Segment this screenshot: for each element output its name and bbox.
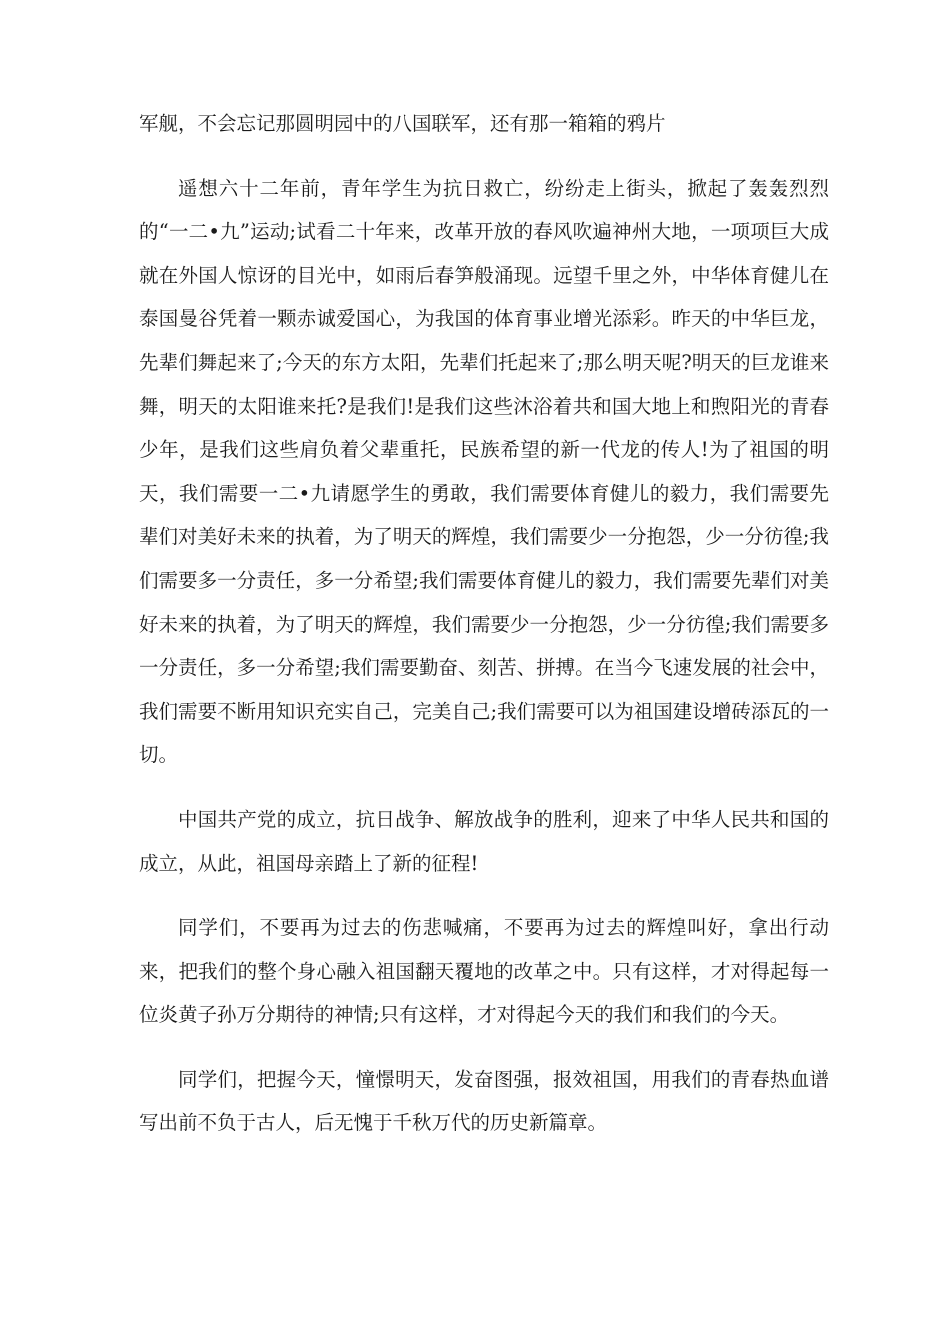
paragraph-continuation: 军舰，不会忘记那圆明园中的八国联军，还有那一箱箱的鸦片: [139, 112, 666, 135]
paragraph-conclusion: 同学们，把握今天，憧憬明天，发奋图强，报效祖国，用我们的青春热血谱写出前不负于古人，后无愧于千秋万代的历史新篇章。: [139, 1067, 829, 1135]
paragraph-call-to-action: 同学们，不要再为过去的伤悲喊痛，不要再为过去的辉煌叫好，拿出行动来，把我们的整个身心融入祖国翻天覆地的改革之中。只有这样，才对得起每一位炎黄子孙万分期待的神情;只有这样，才对得起今天的我们和我们的今天。: [139, 916, 829, 1027]
paragraph-main: 遥想六十二年前，青年学生为抗日救亡，纷纷走上街头，掀起了轰轰烈烈的“一二•九”运动;试看二十年来，改革开放的春风吹遍神州大地，一项项巨大成就在外国人惊讶的目光中，如雨后春笋般涌现。远望千里之外，中华体育健儿在泰国曼谷凭着一颗赤诚爱国心，为我国的体育事业增光添彩。昨天的中华巨龙，先辈们舞起来了;今天的东方太阳，先辈们托起来了;那么明天呢?明天的巨龙谁来舞，明天的太阳谁来托?是我们!是我们这些沐浴着共和国大地上和煦阳光的青春少年，是我们这些肩负着父辈重托，民族希望的新一代龙的传人!为了祖国的明天，我们需要一二•九请愿学生的勇敢，我们需要体育健儿的毅力，我们需要先辈们对美好未来的执着，为了明天的辉煌，我们需要少一分抱怨，少一分彷徨;我们需要多一分责任，多一分希望;我们需要体育健儿的毅力，我们需要先辈们对美好未来的执着，为了明天的辉煌，我们需要少一分抱怨，少一分彷徨;我们需要多一分责任，多一分希望;我们需要勤奋、刻苦、拼搏。在当今飞速发展的社会中，我们需要不断用知识充实自己，完美自己;我们需要可以为祖国建设增砖添瓦的一切。: [139, 176, 829, 767]
document-body: [139, 102, 829, 1166]
paragraph-party-founding: 中国共产党的成立，抗日战争、解放战争的胜利，迎来了中华人民共和国的成立，从此，祖国母亲踏上了新的征程!: [139, 807, 829, 875]
